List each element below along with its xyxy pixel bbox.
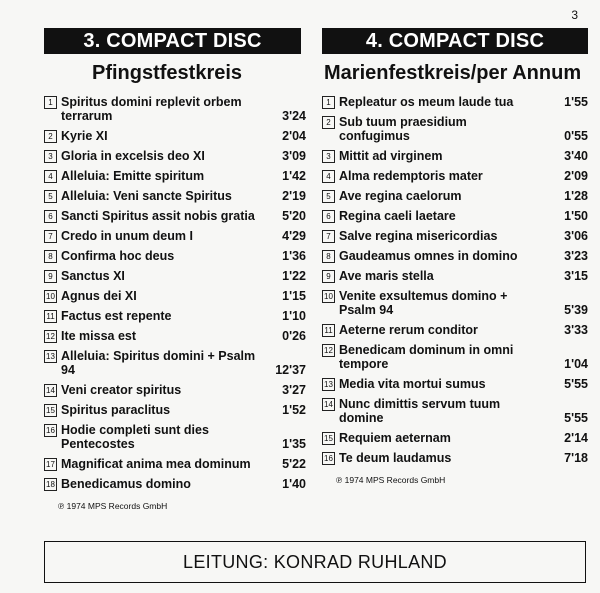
track-row — [322, 451, 588, 465]
track-duration: 5'55 — [564, 411, 588, 425]
track-row — [322, 377, 588, 391]
track-row — [44, 289, 306, 303]
track-duration: 1'10 — [282, 309, 306, 323]
disc-4-column — [322, 62, 588, 485]
track-duration: 1'22 — [282, 269, 306, 283]
track-duration: 0'26 — [282, 329, 306, 343]
track-title: Alleluia: Emitte spiritum — [61, 169, 205, 183]
track-row — [322, 397, 588, 425]
disc-3-copyright: ℗ 1974 MPS Records GmbH — [58, 501, 168, 511]
track-title: Alma redemptoris mater — [339, 169, 483, 183]
track-number: 12 — [44, 330, 57, 343]
track-row — [44, 477, 306, 491]
track-duration: 3'33 — [564, 323, 588, 337]
page-number: 3 — [571, 8, 578, 22]
track-duration: 5'20 — [282, 209, 306, 223]
track-number: 15 — [322, 432, 335, 445]
track-row — [44, 129, 306, 143]
track-number: 18 — [44, 478, 57, 491]
track-title: Ite missa est — [61, 329, 137, 343]
track-title: Hodie completi sunt dies Pentecostes — [61, 423, 209, 451]
track-row — [322, 169, 588, 183]
track-title: Spiritus domini replevit orbem terrarum — [61, 95, 242, 123]
track-title: Benedicamus domino — [61, 477, 191, 491]
track-row — [322, 289, 588, 317]
track-title: Requiem aeternam — [339, 431, 451, 445]
track-title: Venite exsultemus domino + Psalm 94 — [339, 289, 508, 317]
track-duration: 1'52 — [282, 403, 306, 417]
track-duration: 3'23 — [564, 249, 588, 263]
track-duration: 2'14 — [564, 431, 588, 445]
track-row — [322, 323, 588, 337]
track-row — [322, 189, 588, 203]
track-row — [44, 403, 306, 417]
track-number: 16 — [44, 424, 57, 437]
track-duration: 2'09 — [564, 169, 588, 183]
track-duration: 1'15 — [282, 289, 306, 303]
track-number: 14 — [322, 398, 335, 411]
track-title: Gaudeamus omnes in domino — [339, 249, 518, 263]
track-row — [322, 149, 588, 163]
track-title: Sub tuum praesidium confugimus — [339, 115, 467, 143]
track-duration: 2'19 — [282, 189, 306, 203]
track-duration: 3'40 — [564, 149, 588, 163]
track-number: 3 — [44, 150, 57, 163]
track-number: 2 — [322, 116, 335, 129]
track-row — [44, 169, 306, 183]
track-duration: 12'37 — [275, 363, 306, 377]
track-title: Nunc dimittis servum tuum domine — [339, 397, 501, 425]
track-row — [322, 209, 588, 223]
track-number: 7 — [44, 230, 57, 243]
track-number: 6 — [44, 210, 57, 223]
track-title: Sanctus XI — [61, 269, 125, 283]
track-number: 2 — [44, 130, 57, 143]
track-duration: 3'09 — [282, 149, 306, 163]
track-title: Alleluia: Spiritus domini + Psalm 94 — [61, 349, 256, 377]
track-duration: 1'40 — [282, 477, 306, 491]
track-number: 1 — [322, 96, 335, 109]
disc-4-copyright: ℗ 1974 MPS Records GmbH — [336, 475, 446, 485]
track-number: 10 — [44, 290, 57, 303]
track-duration: 0'55 — [564, 129, 588, 143]
track-number: 7 — [322, 230, 335, 243]
track-row — [322, 115, 588, 143]
conductor-credit: LEITUNG: KONRAD RUHLAND — [44, 541, 586, 583]
disc-4-banner: 4. COMPACT DISC — [322, 28, 588, 54]
track-duration: 5'22 — [282, 457, 306, 471]
track-row — [322, 95, 588, 109]
track-row — [44, 457, 306, 471]
track-duration: 3'24 — [282, 109, 306, 123]
track-title: Gloria in excelsis deo XI — [61, 149, 205, 163]
track-title: Kyrie XI — [61, 129, 108, 143]
track-row — [44, 95, 306, 123]
track-number: 16 — [322, 452, 335, 465]
track-row — [322, 229, 588, 243]
disc-3-title: Pfingstfestkreis — [92, 62, 243, 84]
track-duration: 7'18 — [564, 451, 588, 465]
track-title: Repleatur os meum laude tua — [339, 95, 514, 109]
track-title: Veni creator spiritus — [61, 383, 182, 397]
track-row — [44, 309, 306, 323]
track-title: Ave maris stella — [339, 269, 434, 283]
track-duration: 1'36 — [282, 249, 306, 263]
track-duration: 5'55 — [564, 377, 588, 391]
track-row — [322, 343, 588, 371]
track-number: 3 — [322, 150, 335, 163]
track-row — [44, 329, 306, 343]
track-number: 10 — [322, 290, 335, 303]
track-title: Spiritus paraclitus — [61, 403, 171, 417]
track-title: Regina caeli laetare — [339, 209, 456, 223]
track-title: Confirma hoc deus — [61, 249, 175, 263]
track-title: Agnus dei XI — [61, 289, 137, 303]
track-row — [322, 269, 588, 283]
track-number: 9 — [44, 270, 57, 283]
track-duration: 2'04 — [282, 129, 306, 143]
track-row — [44, 423, 306, 451]
track-row — [44, 209, 306, 223]
track-row — [44, 269, 306, 283]
track-row — [322, 431, 588, 445]
track-duration: 1'42 — [282, 169, 306, 183]
track-duration: 5'39 — [564, 303, 588, 317]
track-number: 12 — [322, 344, 335, 357]
track-title: Mittit ad virginem — [339, 149, 443, 163]
track-title: Ave regina caelorum — [339, 189, 462, 203]
track-number: 9 — [322, 270, 335, 283]
track-number: 14 — [44, 384, 57, 397]
track-row — [44, 349, 306, 377]
track-title: Sancti Spiritus assit nobis gratia — [61, 209, 255, 223]
track-number: 5 — [322, 190, 335, 203]
track-number: 13 — [44, 350, 57, 363]
track-title: Magnificat anima mea dominum — [61, 457, 251, 471]
track-row — [44, 189, 306, 203]
track-title: Aeterne rerum conditor — [339, 323, 478, 337]
track-number: 11 — [44, 310, 57, 323]
track-row — [44, 383, 306, 397]
track-duration: 3'15 — [564, 269, 588, 283]
disc-4-tracklist — [322, 95, 588, 465]
track-duration: 1'28 — [564, 189, 588, 203]
disc-3-column — [44, 62, 306, 511]
track-title: Benedicam dominum in omni tempore — [339, 343, 514, 371]
track-title: Alleluia: Veni sancte Spiritus — [61, 189, 232, 203]
track-row — [322, 249, 588, 263]
track-number: 1 — [44, 96, 57, 109]
disc-3-banner: 3. COMPACT DISC — [44, 28, 301, 54]
track-duration: 3'27 — [282, 383, 306, 397]
track-number: 4 — [44, 170, 57, 183]
track-title: Te deum laudamus — [339, 451, 452, 465]
track-title: Salve regina misericordias — [339, 229, 498, 243]
track-duration: 3'06 — [564, 229, 588, 243]
disc-3-tracklist — [44, 95, 306, 491]
track-duration: 1'35 — [282, 437, 306, 451]
track-row — [44, 149, 306, 163]
track-number: 8 — [44, 250, 57, 263]
disc-4-title: Marienfestkreis/per Annum — [324, 62, 582, 84]
track-number: 4 — [322, 170, 335, 183]
track-title: Media vita mortui sumus — [339, 377, 486, 391]
track-duration: 4'29 — [282, 229, 306, 243]
track-number: 6 — [322, 210, 335, 223]
track-duration: 1'50 — [564, 209, 588, 223]
track-number: 13 — [322, 378, 335, 391]
track-number: 17 — [44, 458, 57, 471]
track-row — [44, 229, 306, 243]
track-title: Credo in unum deum I — [61, 229, 193, 243]
track-duration: 1'55 — [564, 95, 588, 109]
track-number: 11 — [322, 324, 335, 337]
track-number: 8 — [322, 250, 335, 263]
track-row — [44, 249, 306, 263]
track-duration: 1'04 — [564, 357, 588, 371]
track-number: 15 — [44, 404, 57, 417]
track-number: 5 — [44, 190, 57, 203]
track-title: Factus est repente — [61, 309, 172, 323]
